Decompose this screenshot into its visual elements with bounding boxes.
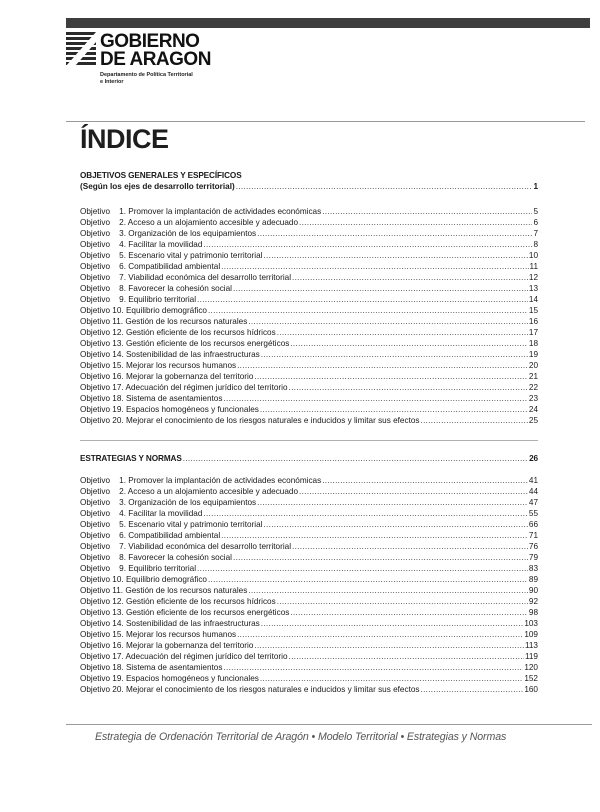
- toc-entry-label: Objetivo 15. Mejorar los recursos humanos: [80, 361, 237, 370]
- leader-dots: [290, 338, 528, 349]
- toc-entry-page: 12: [528, 273, 538, 282]
- toc-entry-label: Objetivo 14. Sostenibilidad de las infraestructuras: [80, 619, 260, 628]
- section2-heading-page: 26: [529, 454, 538, 463]
- leader-dots: [292, 272, 528, 283]
- toc-entry-label: Objetivo 8. Favorecer la cohesión social: [80, 553, 232, 562]
- toc-entry-label: Objetivo 10. Equilibrio demográfico: [80, 575, 207, 584]
- toc-entry-label: Objetivo 3. Organización de los equipamientos: [80, 229, 257, 238]
- toc-entry[interactable]: [80, 338, 538, 349]
- toc-entry-page: 24: [528, 405, 538, 414]
- toc-entry[interactable]: [80, 382, 538, 393]
- toc-entry[interactable]: [80, 239, 538, 250]
- toc-entry-page: 17: [528, 328, 538, 337]
- toc-entry-label: Objetivo 4. Facilitar la movilidad: [80, 240, 203, 249]
- header-bar: [66, 18, 590, 28]
- toc-entry-label: Objetivo 6. Compatibilidad ambiental: [80, 531, 221, 540]
- toc-entry[interactable]: [80, 530, 538, 541]
- toc-entry-page: 119: [524, 652, 538, 661]
- toc-entry[interactable]: [80, 673, 538, 684]
- section2-list: [80, 475, 538, 695]
- toc-entry-label: Objetivo 19. Espacios homogéneos y funcionales: [80, 674, 259, 683]
- toc-entry[interactable]: [80, 415, 538, 426]
- leader-dots: [248, 585, 528, 596]
- leader-dots: [260, 404, 528, 415]
- leader-dots: [299, 486, 528, 497]
- toc-entry-page: 109: [524, 630, 538, 639]
- toc-entry-page: 90: [528, 586, 538, 595]
- toc-entry[interactable]: [80, 541, 538, 552]
- leader-dots: [203, 508, 527, 519]
- logo-text-line1: GOBIERNO: [100, 31, 200, 52]
- toc-entry[interactable]: [80, 475, 538, 486]
- toc-entry-label: Objetivo 3. Organización de los equipamientos: [80, 498, 257, 507]
- leader-dots: [183, 453, 528, 464]
- leader-dots: [197, 294, 528, 305]
- section1-subheading-page: 1: [533, 182, 538, 191]
- leader-dots: [197, 563, 528, 574]
- leader-dots: [248, 316, 528, 327]
- section2-heading-row[interactable]: [80, 453, 538, 464]
- toc-entry-label: Objetivo 2. Acceso a un alojamiento accesible y adecuado: [80, 218, 299, 227]
- toc-entry-label: Objetivo 5. Escenario vital y patrimonio territorial: [80, 520, 263, 529]
- leader-dots: [289, 651, 524, 662]
- department-line1: Departamento de Política Territorial: [100, 72, 193, 78]
- leader-dots: [223, 662, 523, 673]
- toc-entry-page: 152: [524, 674, 538, 683]
- leader-dots: [257, 228, 532, 239]
- leader-dots: [261, 618, 524, 629]
- toc-entry-page: 76: [528, 542, 538, 551]
- toc-entry-page: 103: [524, 619, 538, 628]
- toc-entry[interactable]: [80, 371, 538, 382]
- toc-entry[interactable]: [80, 629, 538, 640]
- leader-dots: [322, 475, 528, 486]
- toc-entry[interactable]: [80, 497, 538, 508]
- toc-entry[interactable]: [80, 651, 538, 662]
- toc-entry-label: Objetivo 2. Acceso a un alojamiento accesible y adecuado: [80, 487, 299, 496]
- toc-entry[interactable]: [80, 294, 538, 305]
- leader-dots: [292, 541, 528, 552]
- toc-entry-page: 10: [528, 251, 538, 260]
- toc-entry[interactable]: [80, 486, 538, 497]
- toc-entry-page: 71: [528, 531, 538, 540]
- toc-entry-page: 55: [528, 509, 538, 518]
- toc-entry-label: Objetivo 7. Viabilidad económica del desarrollo territorial: [80, 273, 292, 282]
- toc-entry-page: 92: [528, 597, 538, 606]
- toc-entry-page: 13: [528, 284, 538, 293]
- leader-dots: [223, 393, 527, 404]
- toc-entry[interactable]: [80, 360, 538, 371]
- toc-entry-page: 15: [528, 306, 538, 315]
- toc-entry-page: 21: [528, 372, 538, 381]
- leader-dots: [277, 596, 528, 607]
- toc-entry[interactable]: [80, 283, 538, 294]
- leader-dots: [299, 217, 532, 228]
- department-name: [100, 72, 193, 85]
- toc-entry[interactable]: [80, 272, 538, 283]
- toc-entry-label: Objetivo 15. Mejorar los recursos humanos: [80, 630, 237, 639]
- leader-dots: [263, 519, 527, 530]
- toc-entry-page: 83: [528, 564, 538, 573]
- toc-entry-label: Objetivo 12. Gestión eficiente de los recursos hídricos: [80, 328, 276, 337]
- leader-dots: [290, 607, 528, 618]
- toc-entry[interactable]: [80, 349, 538, 360]
- toc-entry-page: 8: [533, 240, 538, 249]
- toc-entry[interactable]: [80, 261, 538, 272]
- toc-entry-label: Objetivo 17. Adecuación del régimen jurídico del territorio: [80, 383, 288, 392]
- toc-entry[interactable]: [80, 574, 538, 585]
- leader-dots: [236, 181, 533, 192]
- toc-entry-page: 89: [528, 575, 538, 584]
- leader-dots: [221, 530, 528, 541]
- leader-dots: [257, 497, 528, 508]
- leader-dots: [277, 327, 528, 338]
- toc-entry-label: Objetivo 13. Gestión eficiente de los recursos energéticos: [80, 608, 290, 617]
- leader-dots: [322, 206, 532, 217]
- toc-entry[interactable]: [80, 596, 538, 607]
- logo-text-line2: DE ARAGON: [100, 49, 211, 70]
- leader-dots: [221, 261, 528, 272]
- toc-entry-label: Objetivo 5. Escenario vital y patrimonio territorial: [80, 251, 263, 260]
- section1-subheading: (Según los ejes de desarrollo territorial): [80, 182, 235, 191]
- toc-entry-page: 160: [524, 685, 538, 694]
- toc-entry[interactable]: [80, 327, 538, 338]
- section1-heading-row: [80, 170, 538, 181]
- leader-dots: [289, 382, 528, 393]
- toc-entry-label: Objetivo 6. Compatibilidad ambiental: [80, 262, 221, 271]
- toc-entry-label: Objetivo 4. Facilitar la movilidad: [80, 509, 203, 518]
- toc-entry-page: 19: [528, 350, 538, 359]
- toc-entry-page: 6: [533, 218, 538, 227]
- toc-entry-label: Objetivo 16. Mejorar la gobernanza del territorio: [80, 372, 254, 381]
- toc-entry-label: Objetivo 16. Mejorar la gobernanza del territorio: [80, 641, 254, 650]
- toc-entry[interactable]: [80, 618, 538, 629]
- aragon-emblem-icon: [66, 32, 96, 66]
- leader-dots: [421, 684, 524, 695]
- toc-entry-label: Objetivo 9. Equilibrio territorial: [80, 295, 197, 304]
- toc-entry[interactable]: [80, 305, 538, 316]
- toc-entry-label: Objetivo 1. Promover la implantación de actividades económicas: [80, 207, 322, 216]
- leader-dots: [208, 574, 528, 585]
- toc-entry-page: 23: [528, 394, 538, 403]
- leader-dots: [261, 349, 528, 360]
- toc-entry[interactable]: [80, 607, 538, 618]
- toc-entry-page: 113: [524, 641, 538, 650]
- leader-dots: [233, 552, 528, 563]
- toc-entry-label: Objetivo 11. Gestión de los recursos naturales: [80, 586, 248, 595]
- leader-dots: [254, 640, 524, 651]
- toc-entry-label: Objetivo 20. Mejorar el conocimiento de los riesgos naturales e inducidos y limitar sus efectos: [80, 416, 420, 425]
- toc-entry[interactable]: [80, 563, 538, 574]
- toc-entry[interactable]: [80, 250, 538, 261]
- leader-dots: [254, 371, 527, 382]
- footer-text: Estrategia de Ordenación Territorial de Aragón • Modelo Territorial • Estrategias y Normas: [95, 731, 507, 743]
- section1-list: [80, 206, 538, 426]
- toc-entry-label: Objetivo 9. Equilibrio territorial: [80, 564, 197, 573]
- toc-entry-page: 5: [533, 207, 538, 216]
- leader-dots: [421, 415, 528, 426]
- leader-dots: [237, 629, 523, 640]
- toc-entry-page: 7: [533, 229, 538, 238]
- toc-entry-label: Objetivo 13. Gestión eficiente de los recursos energéticos: [80, 339, 290, 348]
- toc-entry-page: 14: [528, 295, 538, 304]
- toc-entry[interactable]: [80, 217, 538, 228]
- toc-entry-page: 22: [528, 383, 538, 392]
- toc-entry[interactable]: [80, 519, 538, 530]
- section1-subheading-row[interactable]: [80, 181, 538, 192]
- toc-entry-label: Objetivo 18. Sistema de asentamientos: [80, 663, 223, 672]
- toc-entry[interactable]: [80, 585, 538, 596]
- toc-entry-page: 79: [528, 553, 538, 562]
- leader-dots: [263, 250, 527, 261]
- toc-entry[interactable]: [80, 662, 538, 673]
- toc-entry-page: 66: [528, 520, 538, 529]
- toc-entry[interactable]: [80, 228, 538, 239]
- toc-entry-page: 44: [528, 487, 538, 496]
- section1-header: [80, 170, 538, 192]
- toc-entry-label: Objetivo 7. Viabilidad económica del desarrollo territorial: [80, 542, 292, 551]
- section1-heading: OBJETIVOS GENERALES Y ESPECÍFICOS: [80, 171, 242, 180]
- toc-entry[interactable]: [80, 552, 538, 563]
- toc-entry[interactable]: [80, 393, 538, 404]
- toc-entry[interactable]: [80, 404, 538, 415]
- title-rule: [66, 121, 585, 122]
- toc-entry-label: Objetivo 20. Mejorar el conocimiento de los riesgos naturales e inducidos y limitar sus efectos: [80, 685, 420, 694]
- leader-dots: [237, 360, 528, 371]
- toc-entry-label: Objetivo 18. Sistema de asentamientos: [80, 394, 223, 403]
- toc-entry-label: Objetivo 19. Espacios homogéneos y funcionales: [80, 405, 259, 414]
- toc-entry[interactable]: [80, 640, 538, 651]
- toc-entry-page: 11: [529, 262, 538, 271]
- toc-entry-page: 16: [528, 317, 538, 326]
- toc-entry-page: 25: [528, 416, 538, 425]
- leader-dots: [233, 283, 528, 294]
- toc-entry[interactable]: [80, 508, 538, 519]
- gobierno-aragon-logo: [66, 32, 266, 92]
- toc-entry[interactable]: [80, 684, 538, 695]
- toc-entry-page: 120: [524, 663, 538, 672]
- leader-dots: [208, 305, 528, 316]
- section2-heading: ESTRATEGIAS Y NORMAS: [80, 454, 182, 463]
- toc-entry-page: 41: [528, 476, 538, 485]
- leader-dots: [260, 673, 523, 684]
- section2-header: [80, 453, 538, 464]
- toc-entry-label: Objetivo 8. Favorecer la cohesión social: [80, 284, 232, 293]
- toc-entry-label: Objetivo 17. Adecuación del régimen jurídico del territorio: [80, 652, 288, 661]
- toc-entry-label: Objetivo 12. Gestión eficiente de los recursos hídricos: [80, 597, 276, 606]
- toc-entry-label: Objetivo 10. Equilibrio demográfico: [80, 306, 207, 315]
- toc-entry-page: 18: [528, 339, 538, 348]
- toc-entry-page: 98: [528, 608, 538, 617]
- toc-entry[interactable]: [80, 206, 538, 217]
- toc-entry-label: Objetivo 1. Promover la implantación de actividades económicas: [80, 476, 322, 485]
- toc-entry-label: Objetivo 11. Gestión de los recursos naturales: [80, 317, 248, 326]
- page-title: ÍNDICE: [80, 124, 169, 154]
- toc-entry-page: 47: [528, 498, 538, 507]
- footer-rule: [66, 724, 592, 725]
- section-divider: [80, 440, 538, 441]
- toc-entry[interactable]: [80, 316, 538, 327]
- leader-dots: [203, 239, 532, 250]
- toc-entry-page: 20: [528, 361, 538, 370]
- department-line2: e Interior: [100, 78, 124, 85]
- toc-entry-label: Objetivo 14. Sostenibilidad de las infraestructuras: [80, 350, 260, 359]
